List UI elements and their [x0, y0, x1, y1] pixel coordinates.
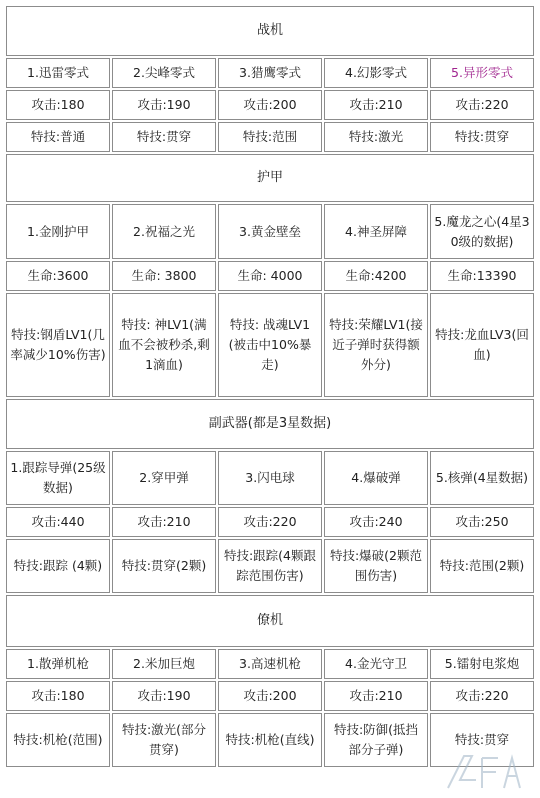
equipment-table: [4, 4, 536, 769]
armor-name: 5.魔龙之心(4星30级的数据): [430, 204, 534, 259]
fighter-name: 2.尖峰零式: [112, 58, 216, 88]
sub-weapon-skill: 特技:范围(2颗): [430, 539, 534, 593]
fighter-skill: 特技:贯穿: [430, 122, 534, 152]
wingman-name: 2.米加巨炮: [112, 649, 216, 679]
armor-name: 1.金刚护甲: [6, 204, 110, 259]
section-title-wingmen: 僚机: [6, 595, 534, 647]
sub-weapon-name: 4.爆破弹: [324, 451, 428, 505]
wingman-attack: 攻击:210: [324, 681, 428, 711]
sub-weapon-name: 5.核弹(4星数据): [430, 451, 534, 505]
fighter-attack: 攻击:220: [430, 90, 534, 120]
armor-name: 4.神圣屏障: [324, 204, 428, 259]
fighter-attack: 攻击:190: [112, 90, 216, 120]
sub-weapon-attack: 攻击:250: [430, 507, 534, 537]
armor-skill: 特技:钢盾LV1(几率减少10%伤害): [6, 293, 110, 397]
sub-weapon-attack: 攻击:210: [112, 507, 216, 537]
fighter-name-link[interactable]: 5.异形零式: [430, 58, 534, 88]
wingman-attack: 攻击:180: [6, 681, 110, 711]
armor-name: 2.祝福之光: [112, 204, 216, 259]
fighter-attack: 攻击:210: [324, 90, 428, 120]
wingman-skill: 特技:贯穿: [430, 713, 534, 767]
wingman-attack: 攻击:220: [430, 681, 534, 711]
armor-skill: 特技: 神LV1(满血不会被秒杀,剩1滴血): [112, 293, 216, 397]
fighter-name: 1.迅雷零式: [6, 58, 110, 88]
armor-health: 生命:4200: [324, 261, 428, 291]
wingman-attack: 攻击:190: [112, 681, 216, 711]
wingman-skill: 特技:防御(抵挡部分子弹): [324, 713, 428, 767]
fighter-attack: 攻击:180: [6, 90, 110, 120]
armor-skill: 特技:荣耀LV1(接近子弹时获得额外分): [324, 293, 428, 397]
wingman-skill: 特技:激光(部分贯穿): [112, 713, 216, 767]
wingman-attack: 攻击:200: [218, 681, 322, 711]
armor-health: 生命:3600: [6, 261, 110, 291]
armor-health: 生命: 4000: [218, 261, 322, 291]
armor-skill: 特技: 战魂LV1(被击中10%暴走): [218, 293, 322, 397]
fighter-name: 4.幻影零式: [324, 58, 428, 88]
section-title-sub-weapons: 副武器(都是3星数据): [6, 399, 534, 449]
fighter-skill: 特技:普通: [6, 122, 110, 152]
wingman-skill: 特技:机枪(直线): [218, 713, 322, 767]
fighter-skill: 特技:贯穿: [112, 122, 216, 152]
section-title-armor: 护甲: [6, 154, 534, 202]
wingman-name: 1.散弹机枪: [6, 649, 110, 679]
wingman-skill: 特技:机枪(范围): [6, 713, 110, 767]
armor-skill: 特技:龙血LV3(回血): [430, 293, 534, 397]
sub-weapon-name: 2.穿甲弹: [112, 451, 216, 505]
fighter-skill: 特技:激光: [324, 122, 428, 152]
sub-weapon-attack: 攻击:440: [6, 507, 110, 537]
armor-health: 生命:13390: [430, 261, 534, 291]
sub-weapon-name: 3.闪电球: [218, 451, 322, 505]
armor-health: 生命: 3800: [112, 261, 216, 291]
sub-weapon-skill: 特技:贯穿(2颗): [112, 539, 216, 593]
sub-weapon-name: 1.跟踪导弹(25级数据): [6, 451, 110, 505]
fighter-name: 3.猎鹰零式: [218, 58, 322, 88]
sub-weapon-attack: 攻击:240: [324, 507, 428, 537]
sub-weapon-skill: 特技:跟踪 (4颗): [6, 539, 110, 593]
fighter-attack: 攻击:200: [218, 90, 322, 120]
sub-weapon-skill: 特技:跟踪(4颗跟踪范围伤害): [218, 539, 322, 593]
section-title-fighters: 战机: [6, 6, 534, 56]
armor-name: 3.黄金壁垒: [218, 204, 322, 259]
wingman-name: 5.镭射电浆炮: [430, 649, 534, 679]
sub-weapon-attack: 攻击:220: [218, 507, 322, 537]
sub-weapon-skill: 特技:爆破(2颗范围伤害): [324, 539, 428, 593]
wingman-name: 4.金光守卫: [324, 649, 428, 679]
fighter-skill: 特技:范围: [218, 122, 322, 152]
wingman-name: 3.高速机枪: [218, 649, 322, 679]
